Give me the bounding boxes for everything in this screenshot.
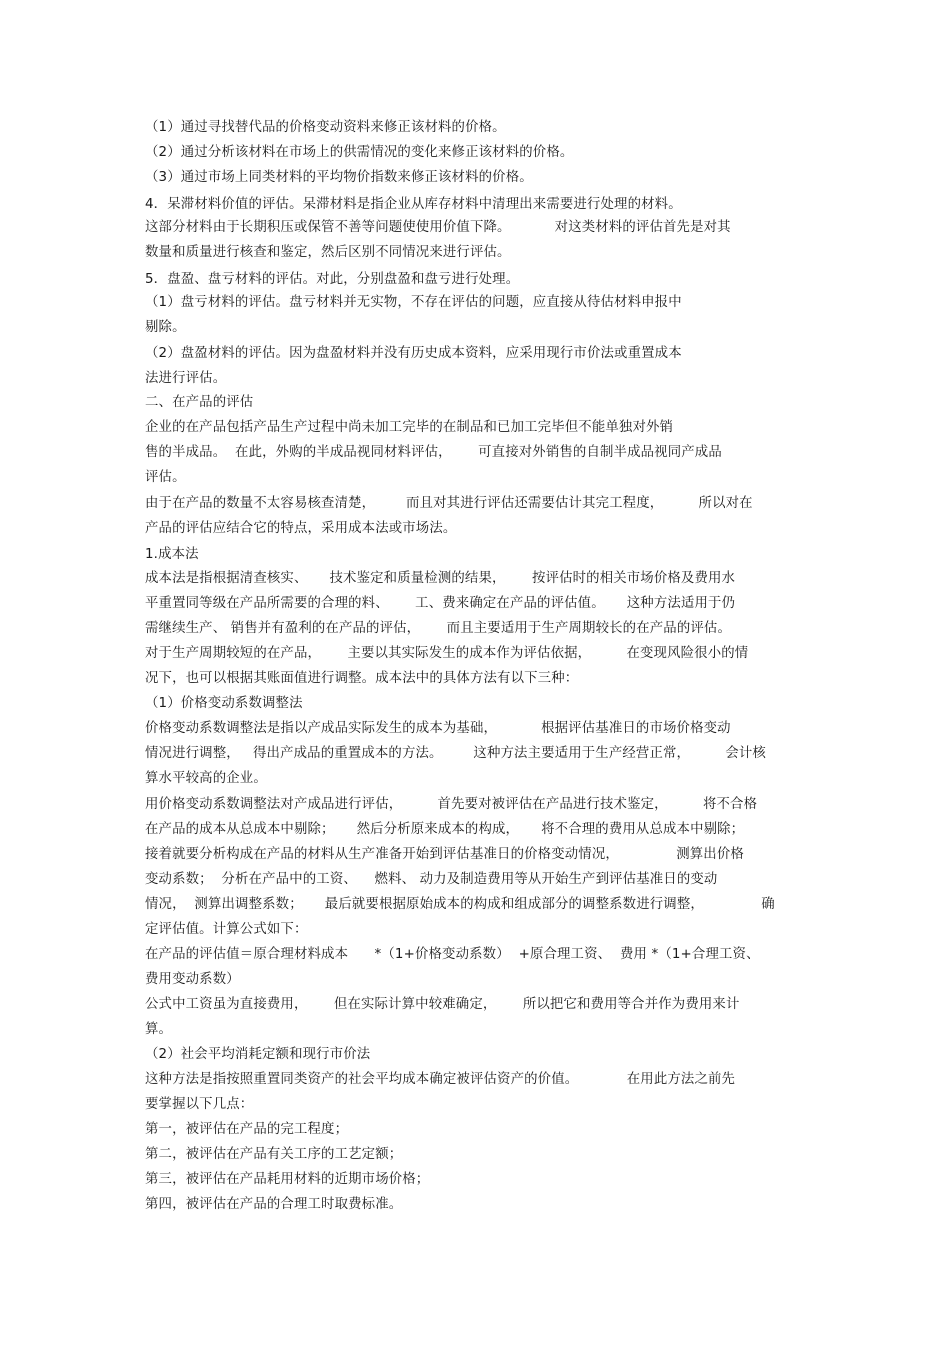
formula-line: 在产品的评估值＝原合理材料成本 *（1+价格变动系数） +原合理工资、 费用 *（1+合理工资、 [145,947,760,962]
subsection-heading: （1）价格变动系数调整法 [145,696,303,711]
text-line: 算水平较高的企业。 [145,771,267,786]
text-line: 要掌握以下几点： [145,1097,254,1112]
subsection-heading: 1.成本法 [145,547,199,562]
text-line: 这部分材料由于长期积压或保管不善等问题使使用价值下降。 对这类材料的评估首先是对其 [145,220,731,235]
text-line: 法进行评估。 [145,371,227,386]
text-line: 定评估值。计算公式如下： [145,922,308,937]
text-line: 平重置同等级在产品所需要的合理的料、 工、费来确定在产品的评估值。 这种方法适用于仍 [145,596,736,611]
list-item: 第一，被评估在产品的完工程度； [145,1122,349,1137]
text-line: 在产品的成本从总成本中剔除； 然后分析原来成本的构成， 将不合理的费用从总成本中剔除； [145,822,745,837]
text-line: 5．盘盈、盘亏材料的评估。对此，分别盘盈和盘亏进行处理。 [145,272,520,287]
text-line: （2）盘盈材料的评估。因为盘盈材料并没有历史成本资料，应采用现行市价法或重置成本 [145,346,682,361]
text-line: （1）通过寻找替代品的价格变动资料来修正该材料的价格。 [145,120,506,135]
subsection-heading: （2）社会平均消耗定额和现行市价法 [145,1047,371,1062]
list-item: 第四，被评估在产品的合理工时取费标准。 [145,1197,403,1212]
text-line: 企业的在产品包括产品生产过程中尚未加工完毕的在制品和已加工完毕但不能单独对外销 [145,420,674,435]
text-line: 产品的评估应结合它的特点，采用成本法或市场法。 [145,521,457,536]
text-line: 成本法是指根据清查核实、 技术鉴定和质量检测的结果， 按评估时的相关市场价格及费用水 [145,571,736,586]
text-line: 接着就要分析构成在产品的材料从生产准备开始到评估基准日的价格变动情况， 测算出价格 [145,847,744,862]
text-line: 对于生产周期较短的在产品， 主要以其实际发生的成本作为评估依据， 在变现风险很小的情 [145,646,749,661]
text-line: 评估。 [145,470,186,485]
text-line: 况下，也可以根据其账面值进行调整。成本法中的具体方法有以下三种： [145,671,579,686]
text-line: 4．呆滞材料价值的评估。呆滞材料是指企业从库存材料中清理出来需要进行处理的材料。 [145,197,682,212]
text-line: 情况进行调整， 得出产成品的重置成本的方法。 这种方法主要适用于生产经营正常， 会计核 [145,746,766,761]
text-line: 这种方法是指按照重置同类资产的社会平均成本确定被评估资产的价值。 在用此方法之前先 [145,1072,736,1087]
text-line: （1）盘亏材料的评估。盘亏材料并无实物，不存在评估的问题，应直接从待估材料申报中 [145,295,682,310]
text-line: 剔除。 [145,320,186,335]
text-line: 需继续生产、 销售并有盈利的在产品的评估， 而且主要适用于生产周期较长的在产品的评估。 [145,621,732,636]
text-line: 由于在产品的数量不太容易核查清楚， 而且对其进行评估还需要估计其完工程度， 所以对在 [145,496,753,511]
section-heading: 二、在产品的评估 [145,395,254,410]
text-line: 变动系数； 分析在产品中的工资、 燃料、 动力及制造费用等从开始生产到评估基准日的变动 [145,872,718,887]
text-line: （3）通过市场上同类材料的平均物价指数来修正该材料的价格。 [145,170,533,185]
text-line: 售的半成品。 在此，外购的半成品视同材料评估， 可直接对外销售的自制半成品视同产成品 [145,445,722,460]
list-item: 第二，被评估在产品有关工序的工艺定额； [145,1147,403,1162]
text-line: 公式中工资虽为直接费用， 但在实际计算中较难确定， 所以把它和费用等合并作为费用来计 [145,997,740,1012]
list-item: 第三，被评估在产品耗用材料的近期市场价格； [145,1172,430,1187]
text-line: 算。 [145,1022,173,1037]
text-line: 数量和质量进行核查和鉴定，然后区别不同情况来进行评估。 [145,245,511,260]
text-line: 用价格变动系数调整法对产成品进行评估， 首先要对被评估在产品进行技术鉴定， 将不合格 [145,797,758,812]
text-line: 价格变动系数调整法是指以产成品实际发生的成本为基础， 根据评估基准日的市场价格变动 [145,721,731,736]
text-line: 情况， 测算出调整系数； 最后就要根据原始成本的构成和组成部分的调整系数进行调整， 确 [145,897,775,912]
formula-line: 费用变动系数） [145,972,240,987]
text-line: （2）通过分析该材料在市场上的供需情况的变化来修正该材料的价格。 [145,145,574,160]
